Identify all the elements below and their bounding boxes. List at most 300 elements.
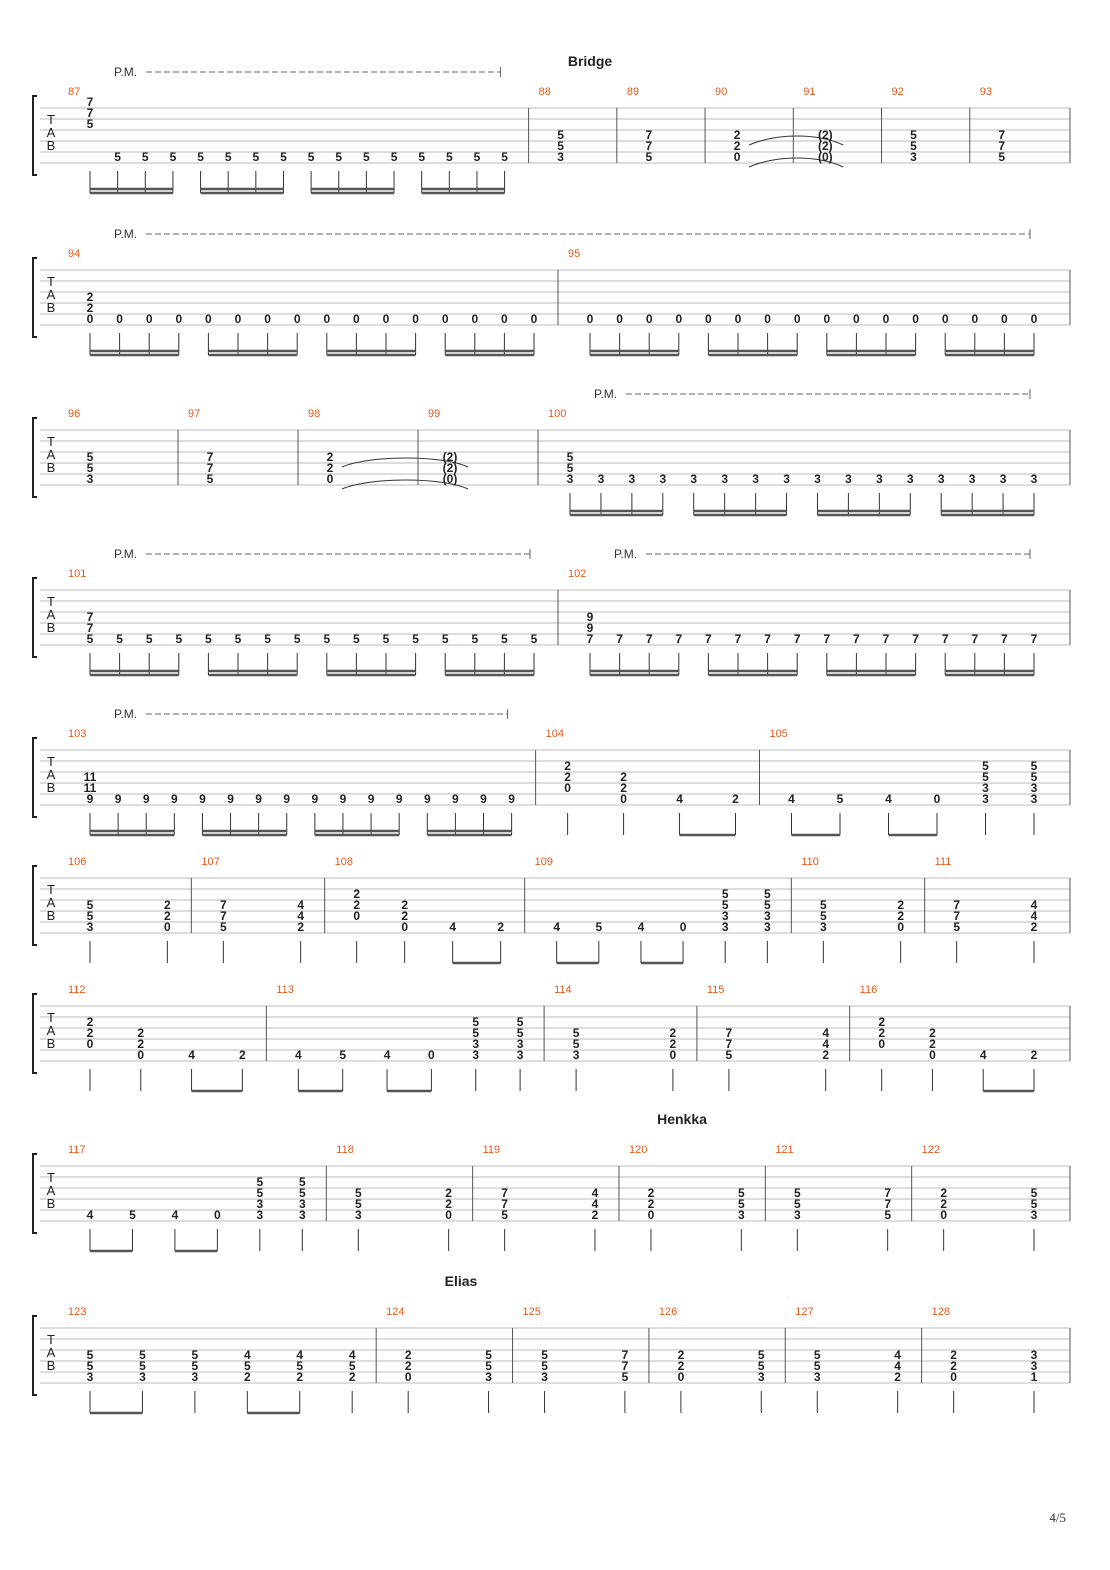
measure: [191, 856, 304, 963]
fret-number: 0: [620, 792, 627, 806]
fret-number: 4: [591, 1186, 599, 1200]
fret-number: 7: [219, 909, 227, 923]
measure: [791, 856, 904, 963]
fret-number: 5: [390, 150, 398, 164]
fret-number: 7: [912, 632, 919, 646]
fret-number: 5: [280, 150, 287, 164]
fret-number: 5: [191, 1348, 199, 1362]
fret-number: 4: [1030, 909, 1038, 923]
measure-number: 94: [68, 248, 81, 260]
measure: [759, 728, 1037, 835]
fret-number: 7: [884, 1197, 892, 1211]
tab-clef-letter: B: [46, 1196, 56, 1211]
fret-number: 2: [86, 1026, 94, 1040]
measure-number: 116: [859, 984, 878, 996]
fret-number: 5: [354, 1197, 362, 1211]
measure-number: 111: [934, 856, 952, 868]
measure: [558, 568, 1038, 675]
tab-system: [33, 1111, 1070, 1251]
measure-number: 108: [334, 856, 354, 868]
tab-clef-letter: T: [47, 594, 55, 609]
measure: [376, 1306, 492, 1413]
fret-number: 4: [86, 1208, 94, 1222]
fret-number: 5: [418, 150, 426, 164]
fret-number: 0: [933, 792, 941, 806]
fret-number: 4: [296, 1348, 304, 1362]
fret-number: 5: [793, 1197, 801, 1211]
fret-number: 0: [293, 312, 301, 326]
fret-number: 2: [348, 1370, 356, 1384]
fret-number: 5: [205, 632, 212, 646]
fret-number: 5: [293, 632, 301, 646]
fret-number: 5: [348, 1359, 356, 1373]
measure: [68, 728, 515, 835]
measure: [68, 1306, 356, 1413]
measure-number: 98: [308, 408, 321, 420]
fret-number: 0: [353, 909, 361, 923]
fret-number: 5: [323, 632, 331, 646]
fret-number: 2: [326, 450, 334, 464]
fret-number: 5: [86, 1348, 94, 1362]
tab-clef-letter: T: [47, 754, 55, 769]
fret-number: 9: [86, 792, 94, 806]
fret-number: 2: [878, 1015, 886, 1029]
fret-number: (2): [817, 128, 833, 142]
fret-number: 2: [677, 1359, 685, 1373]
system-bracket: [33, 96, 37, 175]
fret-number: 0: [264, 312, 271, 326]
fret-number: 4: [553, 920, 561, 934]
fret-number: 0: [471, 312, 479, 326]
fret-number: 5: [621, 1370, 629, 1384]
fret-number: 5: [819, 909, 827, 923]
tab-clef-letter: T: [47, 274, 55, 289]
fret-number: 3: [968, 472, 976, 486]
fret-number: 2: [897, 909, 905, 923]
measure-number: 88: [538, 86, 551, 98]
fret-number: 7: [725, 1037, 733, 1051]
tab-clef-letter: A: [46, 767, 56, 782]
fret-number: 7: [998, 139, 1006, 153]
fret-number: 5: [472, 1015, 480, 1029]
tab-system: [33, 1273, 1070, 1413]
fret-number: 5: [256, 1175, 264, 1189]
fret-number: 5: [530, 632, 538, 646]
fret-number: 3: [139, 1370, 146, 1384]
fret-number: 4: [788, 792, 795, 806]
measure: [544, 984, 676, 1091]
fret-number: 0: [86, 1037, 94, 1051]
fret-number: 4: [979, 1048, 987, 1062]
fret-number: 7: [675, 632, 683, 646]
fret-number: 5: [1030, 1186, 1038, 1200]
fret-number: 7: [953, 898, 961, 912]
fret-number: 0: [205, 312, 212, 326]
measure: [558, 248, 1038, 355]
fret-number: 5: [86, 909, 94, 923]
fret-number: 5: [298, 1175, 306, 1189]
fret-number: 3: [1030, 1208, 1038, 1222]
measure-number: 87: [68, 86, 81, 98]
fret-number: 4: [591, 1197, 599, 1211]
fret-number: 0: [941, 312, 949, 326]
fret-number: 9: [452, 792, 459, 806]
measure-number: 122: [921, 1144, 941, 1156]
fret-number: 5: [953, 920, 961, 934]
fret-number: 9: [283, 792, 291, 806]
fret-number: 2: [940, 1186, 948, 1200]
fret-number: 5: [472, 1026, 480, 1040]
measure: [68, 856, 171, 963]
fret-number: 0: [950, 1370, 957, 1384]
fret-number: 2: [950, 1359, 957, 1373]
fret-number: 5: [116, 632, 123, 646]
fret-number: 5: [541, 1348, 548, 1362]
fret-number: 7: [206, 461, 214, 475]
fret-number: 5: [441, 632, 449, 646]
fret-number: 5: [884, 1208, 892, 1222]
fret-number: 5: [516, 1015, 524, 1029]
measure-number: 90: [715, 86, 728, 98]
fret-number: 5: [721, 887, 729, 901]
palm-mute-label: P.M.: [114, 547, 138, 561]
tab-clef-letter: A: [46, 895, 56, 910]
fret-number: 3: [937, 472, 945, 486]
fret-number: 3: [1030, 792, 1038, 806]
fret-number: 7: [793, 632, 801, 646]
fret-number: 4: [822, 1026, 830, 1040]
fret-number: 5: [485, 1359, 492, 1373]
measure: [525, 856, 771, 963]
fret-number: 5: [572, 1037, 580, 1051]
fret-number: 2: [86, 290, 94, 304]
fret-number: 2: [669, 1037, 677, 1051]
fret-number: 0: [1001, 312, 1008, 326]
fret-number: 5: [501, 1208, 508, 1222]
tab-clef-letter: A: [46, 1345, 56, 1360]
fret-number: 4: [1030, 898, 1038, 912]
fret-number: (2): [442, 450, 458, 464]
fret-number: 2: [822, 1048, 830, 1062]
fret-number: 4: [449, 920, 457, 934]
fret-number: 5: [557, 139, 564, 153]
system-bracket: [33, 258, 37, 337]
tab-system: [33, 856, 1070, 963]
measure: [68, 86, 508, 193]
measure: [68, 984, 246, 1091]
fret-number: 2: [620, 781, 627, 795]
fret-number: 7: [884, 1186, 892, 1200]
fret-number: 5: [339, 1048, 347, 1062]
measure: [473, 1144, 599, 1251]
fret-number: 5: [412, 632, 419, 646]
fret-number: 4: [894, 1359, 901, 1373]
fret-number: 0: [764, 312, 771, 326]
fret-number: 4: [297, 909, 305, 923]
fret-number: 2: [353, 898, 361, 912]
fret-number: 7: [586, 632, 594, 646]
fret-number: 5: [645, 150, 653, 164]
measure: [649, 1306, 765, 1413]
measure-number: 126: [658, 1306, 678, 1318]
measure-number: 95: [568, 248, 581, 260]
fret-number: 5: [1030, 1197, 1038, 1211]
fret-number: 7: [645, 128, 653, 142]
fret-number: 7: [882, 632, 890, 646]
tab-clef-letter: T: [47, 882, 55, 897]
fret-number: 3: [721, 472, 729, 486]
fret-number: 0: [441, 312, 449, 326]
fret-number: 0: [645, 312, 653, 326]
section-label: Elias: [444, 1273, 478, 1289]
fret-number: 9: [423, 792, 431, 806]
fret-number: 0: [401, 920, 409, 934]
fret-number: 5: [471, 632, 479, 646]
fret-number: 5: [819, 898, 827, 912]
fret-number: 7: [971, 632, 979, 646]
fret-number: 9: [508, 792, 515, 806]
fret-number: 3: [721, 909, 729, 923]
fret-number: 5: [129, 1208, 136, 1222]
fret-number: 3: [910, 150, 917, 164]
measure: [850, 984, 1038, 1091]
fret-number: 3: [516, 1037, 524, 1051]
fret-number: 5: [737, 1186, 745, 1200]
tab-systems: [33, 53, 1070, 1413]
fret-number: 5: [296, 1359, 304, 1373]
fret-number: 2: [950, 1348, 957, 1362]
fret-number: 3: [256, 1197, 264, 1211]
fret-number: 5: [219, 920, 227, 934]
fret-number: 2: [677, 1348, 685, 1362]
measure-number: 107: [201, 856, 220, 868]
fret-number: 5: [566, 461, 574, 475]
measure: [68, 1144, 306, 1251]
measure: [325, 856, 505, 963]
fret-number: 4: [171, 1208, 179, 1222]
fret-number: 9: [480, 792, 487, 806]
fret-number: 3: [472, 1037, 480, 1051]
fret-number: 7: [645, 139, 653, 153]
measure-number: 124: [386, 1306, 405, 1318]
fret-number: 5: [557, 128, 564, 142]
tab-system: [33, 387, 1070, 515]
fret-number: 2: [620, 770, 627, 784]
fret-number: 5: [175, 632, 183, 646]
measure-number: 91: [803, 86, 816, 98]
fret-number: 9: [311, 792, 319, 806]
fret-number: 3: [757, 1370, 765, 1384]
fret-number: 7: [764, 632, 771, 646]
fret-number: 0: [564, 781, 571, 795]
fret-number: 2: [929, 1037, 936, 1051]
fret-number: 2: [353, 887, 361, 901]
fret-number: 9: [395, 792, 403, 806]
fret-number: 4: [294, 1048, 302, 1062]
measure-number: 92: [891, 86, 904, 98]
fret-number: 0: [445, 1208, 452, 1222]
measure: [536, 728, 740, 835]
fret-number: 5: [86, 632, 94, 646]
fret-number: 0: [793, 312, 801, 326]
fret-number: 4: [637, 920, 645, 934]
tab-clef-letter: B: [46, 620, 56, 635]
measure-number: 115: [706, 984, 725, 996]
fret-number: 5: [516, 1026, 524, 1040]
measure-number: 128: [931, 1306, 950, 1318]
fret-number: 0: [882, 312, 890, 326]
measure-number: 97: [188, 408, 201, 420]
measure-number: 121: [775, 1144, 794, 1156]
tab-clef-letter: B: [46, 908, 56, 923]
fret-number: 2: [404, 1359, 412, 1373]
fret-number: 5: [1030, 759, 1038, 773]
fret-number: 3: [813, 1370, 821, 1384]
fret-number: 0: [853, 312, 860, 326]
fret-number: 5: [141, 150, 149, 164]
measure-number: 120: [628, 1144, 648, 1156]
fret-number: 5: [86, 898, 94, 912]
fret-number: 5: [86, 461, 94, 475]
tab-system: [33, 547, 1070, 675]
measure-number: 123: [68, 1306, 87, 1318]
fret-number: 7: [501, 1186, 508, 1200]
fret-number: 5: [572, 1026, 580, 1040]
fret-number: 5: [86, 117, 94, 131]
tab-clef-letter: B: [46, 1036, 56, 1051]
fret-number: 0: [940, 1208, 948, 1222]
fret-number: 3: [354, 1208, 362, 1222]
measure: [68, 248, 538, 355]
fret-number: (0): [442, 472, 458, 486]
fret-number: 2: [404, 1348, 412, 1362]
fret-number: 2: [929, 1026, 936, 1040]
tab-system: [33, 707, 1070, 835]
fret-number: 7: [501, 1197, 508, 1211]
fret-number: 4: [822, 1037, 830, 1051]
fret-number: 4: [676, 792, 683, 806]
fret-number: 5: [169, 150, 177, 164]
fret-number: 0: [1030, 312, 1038, 326]
fret-number: 9: [339, 792, 347, 806]
fret-number: 7: [86, 106, 94, 120]
fret-number: 5: [793, 1186, 801, 1200]
fret-number: 5: [307, 150, 315, 164]
measure-number: 114: [554, 984, 572, 996]
fret-number: 7: [998, 128, 1006, 142]
fret-number: 5: [256, 1186, 264, 1200]
fret-number: 3: [845, 472, 852, 486]
fret-number: 3: [763, 909, 771, 923]
measure-number: 99: [428, 408, 441, 420]
fret-number: 5: [541, 1359, 548, 1373]
fret-number: 2: [897, 898, 905, 912]
fret-number: 3: [999, 472, 1007, 486]
measure-number: 110: [801, 856, 819, 868]
tab-clef-letter: B: [46, 300, 56, 315]
fret-number: 9: [586, 610, 594, 624]
fret-number: 7: [853, 632, 860, 646]
fret-number: 5: [813, 1348, 821, 1362]
palm-mute-label: P.M.: [114, 65, 138, 79]
system-bracket: [33, 1154, 37, 1233]
fret-number: 5: [354, 1186, 362, 1200]
fret-number: 5: [501, 632, 508, 646]
fret-number: 4: [383, 1048, 391, 1062]
fret-number: 2: [445, 1197, 452, 1211]
fret-number: 3: [566, 472, 574, 486]
fret-number: 0: [175, 312, 183, 326]
fret-number: 7: [725, 1026, 733, 1040]
fret-number: 9: [227, 792, 234, 806]
fret-number: 3: [763, 920, 771, 934]
section-label: Bridge: [567, 53, 613, 69]
fret-number: 0: [353, 312, 360, 326]
fret-number: 0: [878, 1037, 886, 1051]
tab-clef-letter: T: [47, 1170, 55, 1185]
palm-mute-label: P.M.: [594, 387, 618, 401]
fret-number: 5: [139, 1348, 146, 1362]
system-bracket: [33, 738, 37, 817]
fret-number: 2: [243, 1370, 251, 1384]
fret-number: 5: [998, 150, 1006, 164]
fret-number: 7: [219, 898, 227, 912]
measure-number: 104: [545, 728, 564, 740]
fret-number: 2: [733, 128, 741, 142]
fret-number: 5: [86, 1359, 94, 1373]
tab-system: [33, 53, 1070, 193]
fret-number: 5: [191, 1359, 199, 1373]
fret-number: 0: [929, 1048, 936, 1062]
fret-number: 7: [621, 1359, 629, 1373]
fret-number: 5: [335, 150, 343, 164]
fret-number: 0: [214, 1208, 221, 1222]
fret-number: (2): [817, 139, 833, 153]
fret-number: 2: [564, 770, 571, 784]
fret-number: 0: [404, 1370, 412, 1384]
fret-number: 9: [142, 792, 150, 806]
fret-number: 0: [86, 312, 94, 326]
measure: [538, 408, 1038, 515]
measure-number: 102: [568, 568, 587, 580]
tab-clef-letter: A: [46, 1183, 56, 1198]
fret-number: 1: [1030, 1370, 1038, 1384]
measure: [68, 568, 538, 675]
fret-number: 2: [733, 139, 741, 153]
measure: [619, 1144, 745, 1251]
fret-number: 2: [163, 909, 171, 923]
fret-number: 3: [557, 150, 564, 164]
fret-number: 5: [252, 150, 260, 164]
measure-number: 100: [548, 408, 567, 420]
fret-number: 2: [401, 909, 409, 923]
fret-number: 3: [1030, 781, 1038, 795]
fret-number: 5: [757, 1359, 765, 1373]
fret-number: 7: [705, 632, 712, 646]
fret-number: 3: [982, 792, 989, 806]
tab-clef-letter: T: [47, 1010, 55, 1025]
fret-number: 0: [501, 312, 508, 326]
fret-number: 0: [428, 1048, 435, 1062]
fret-number: 5: [910, 128, 917, 142]
fret-number: 5: [763, 887, 771, 901]
fret-number: 5: [836, 792, 844, 806]
fret-number: 5: [725, 1048, 733, 1062]
fret-number: 2: [878, 1026, 886, 1040]
measure: [697, 984, 829, 1091]
measure: [326, 1144, 452, 1251]
fret-number: 5: [737, 1197, 745, 1211]
